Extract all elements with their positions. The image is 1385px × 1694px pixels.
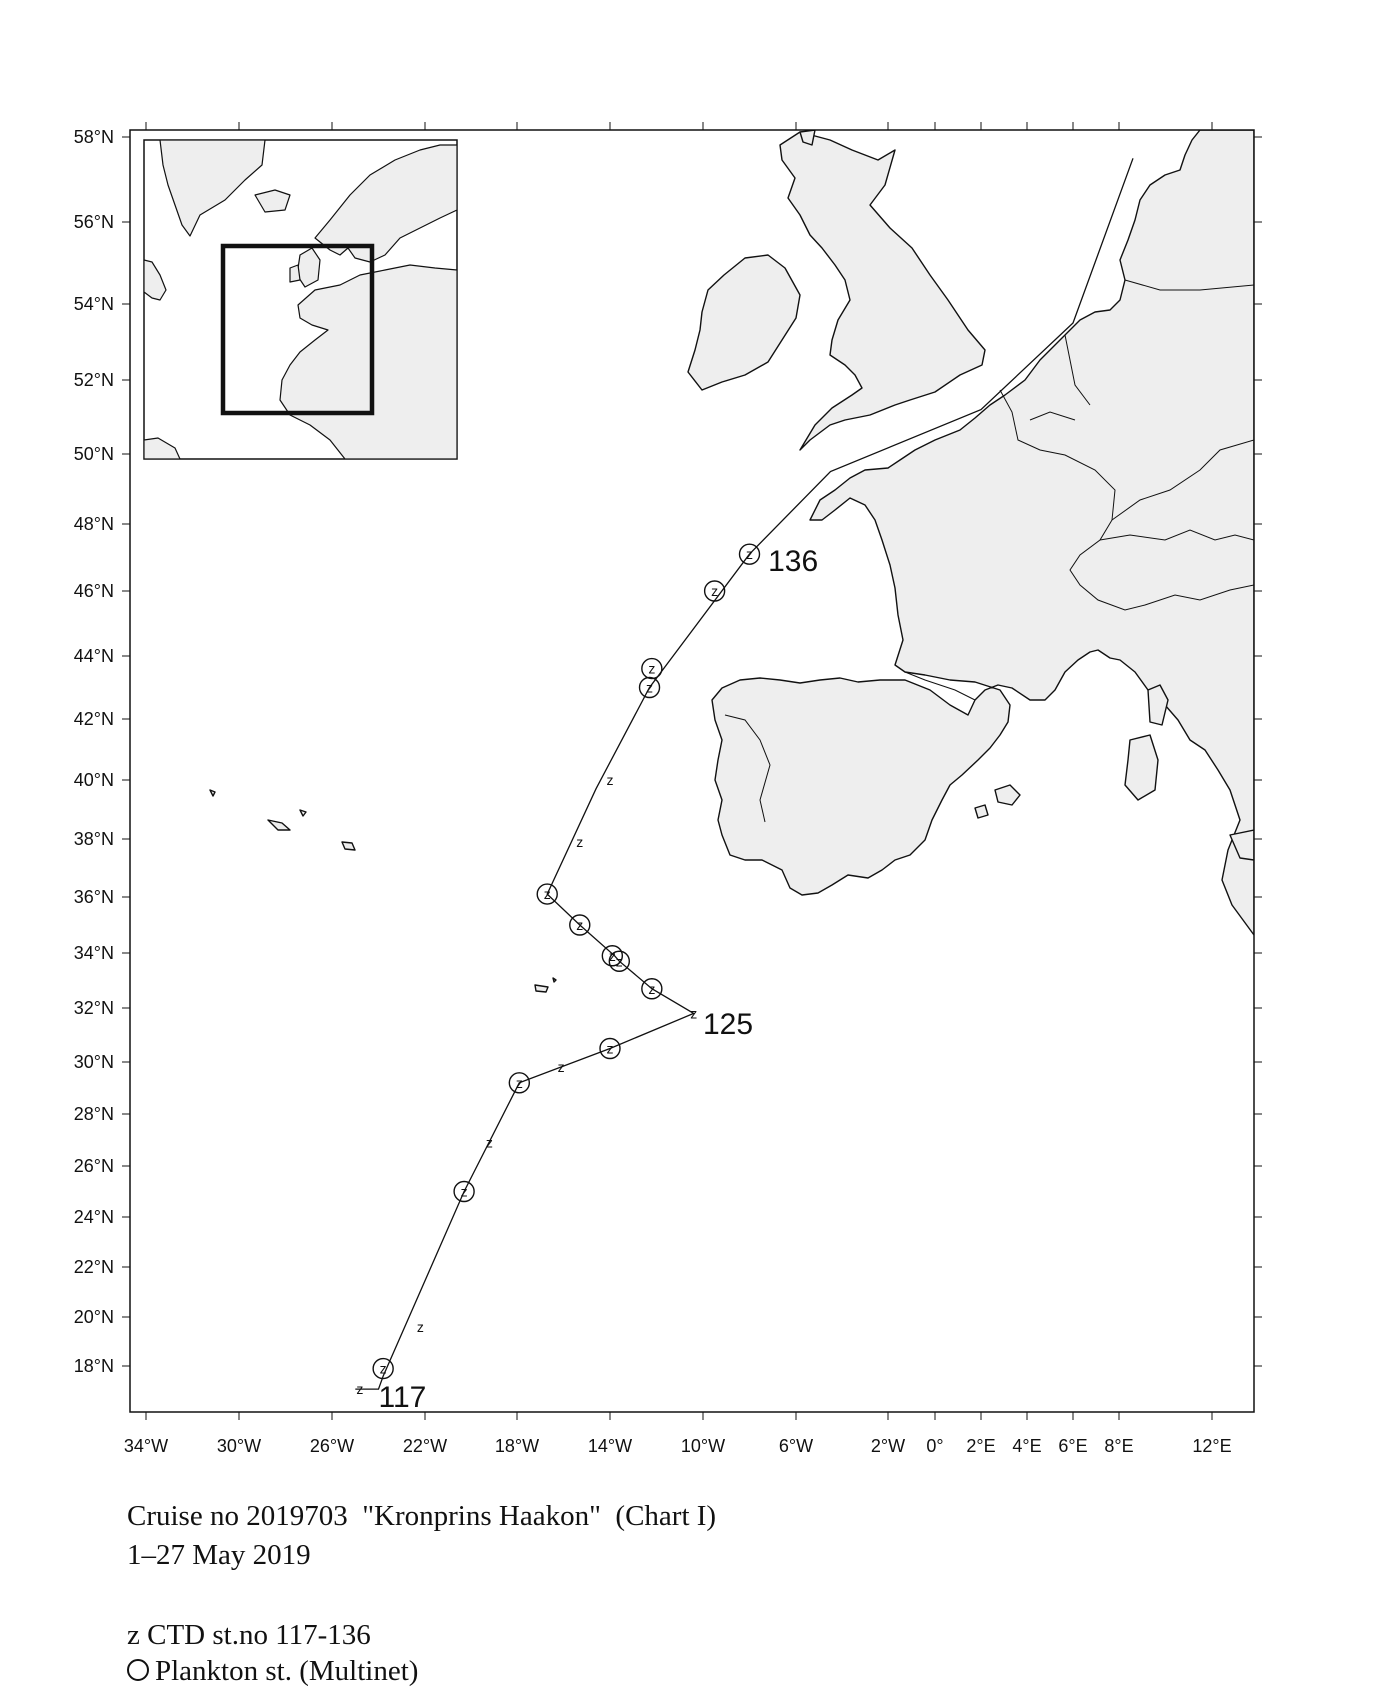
lon-label: 18°W: [494, 1436, 540, 1456]
lon-label: 2°E: [966, 1436, 996, 1456]
lon-label: 6°W: [778, 1436, 814, 1456]
ctd-station-marker: z: [606, 1040, 614, 1057]
lat-label: 50°N: [73, 444, 114, 464]
ctd-station-marker: z: [576, 917, 584, 933]
ireland-land: [688, 255, 800, 390]
ctd-station-marker: z: [543, 886, 551, 903]
madeira-islands: [535, 978, 556, 992]
lon-label: 14°W: [587, 1436, 633, 1456]
ctd-station-marker: z: [648, 660, 656, 677]
legend-plankton-label: Plankton st. (Multinet): [155, 1655, 419, 1687]
lat-label: 42°N: [73, 709, 114, 729]
legend-ctd: z CTD st.no 117-136: [127, 1619, 371, 1651]
ctd-station-marker: z: [356, 1381, 364, 1398]
station-label: 117: [378, 1380, 427, 1414]
lon-label: 26°W: [309, 1436, 355, 1456]
lon-label: 22°W: [402, 1436, 448, 1456]
ctd-station-marker: z: [711, 583, 719, 599]
mallorca-land: [995, 785, 1020, 805]
ibiza-land: [975, 805, 988, 818]
ctd-station-marker: z: [648, 980, 656, 997]
lat-label: 38°N: [73, 829, 114, 849]
lat-label: 28°N: [73, 1104, 114, 1124]
inset-ireland: [290, 265, 300, 282]
sardinia-land: [1125, 735, 1158, 800]
lon-label: 34°W: [123, 1436, 169, 1456]
ctd-station-marker: z: [416, 1318, 424, 1335]
lat-label: 48°N: [73, 514, 114, 534]
lat-label: 44°N: [73, 646, 114, 666]
ctd-station-marker: z: [606, 772, 614, 788]
ctd-station-marker: z: [690, 1005, 698, 1022]
chart-caption-date: 1–27 May 2019: [127, 1539, 311, 1571]
azores-islands: [210, 790, 355, 850]
lon-label: 30°W: [216, 1436, 262, 1456]
ctd-station-marker: z: [379, 1360, 387, 1377]
lat-label: 46°N: [73, 581, 114, 601]
lon-label: 4°E: [1012, 1436, 1042, 1456]
lat-label: 56°N: [73, 212, 114, 232]
chart-caption-title: Cruise no 2019703 "Kronprins Haakon" (Chart I): [127, 1500, 717, 1532]
plankton-circle-icon: [127, 1659, 149, 1681]
lon-label: 2°W: [870, 1436, 906, 1456]
station-number-labels: [379, 545, 819, 1414]
station-label: 136: [768, 544, 819, 578]
legend-plankton: [127, 1655, 418, 1688]
lat-label: 52°N: [73, 370, 114, 390]
lon-label: 6°E: [1058, 1436, 1088, 1456]
ctd-station-marker: z: [460, 1183, 468, 1200]
lat-label: 34°N: [73, 943, 114, 963]
lat-label: 58°N: [73, 127, 114, 147]
lat-label: 20°N: [73, 1307, 114, 1327]
lat-label: 26°N: [73, 1156, 114, 1176]
lat-label: 22°N: [73, 1257, 114, 1277]
lon-label: 12°E: [1192, 1436, 1232, 1456]
plankton-stations: [373, 544, 759, 1378]
lat-label: 24°N: [73, 1207, 114, 1227]
ctd-station-marker: z: [515, 1074, 523, 1091]
lat-label: 40°N: [73, 770, 114, 790]
ctd-station-marker: z: [746, 546, 753, 563]
ctd-station-marker: z: [557, 1059, 565, 1076]
ctd-stations: [356, 546, 753, 1397]
inset-overview-map: [144, 140, 457, 459]
lat-label: 18°N: [73, 1356, 114, 1376]
lat-label: 36°N: [73, 887, 114, 907]
great-britain-land: [780, 132, 985, 450]
ctd-station-marker: z: [646, 679, 654, 696]
ctd-station-marker: z: [485, 1134, 493, 1151]
lat-label: 30°N: [73, 1052, 114, 1072]
ctd-station-marker: z: [615, 953, 623, 970]
ctd-station-marker: z: [608, 947, 616, 964]
lon-label: 8°E: [1104, 1436, 1134, 1456]
station-label: 125: [703, 1008, 754, 1042]
lat-label: 54°N: [73, 294, 114, 314]
lon-label: 0°: [926, 1436, 944, 1456]
ctd-station-marker: z: [576, 833, 584, 850]
lon-label: 10°W: [680, 1436, 726, 1456]
lat-label: 32°N: [73, 998, 114, 1018]
